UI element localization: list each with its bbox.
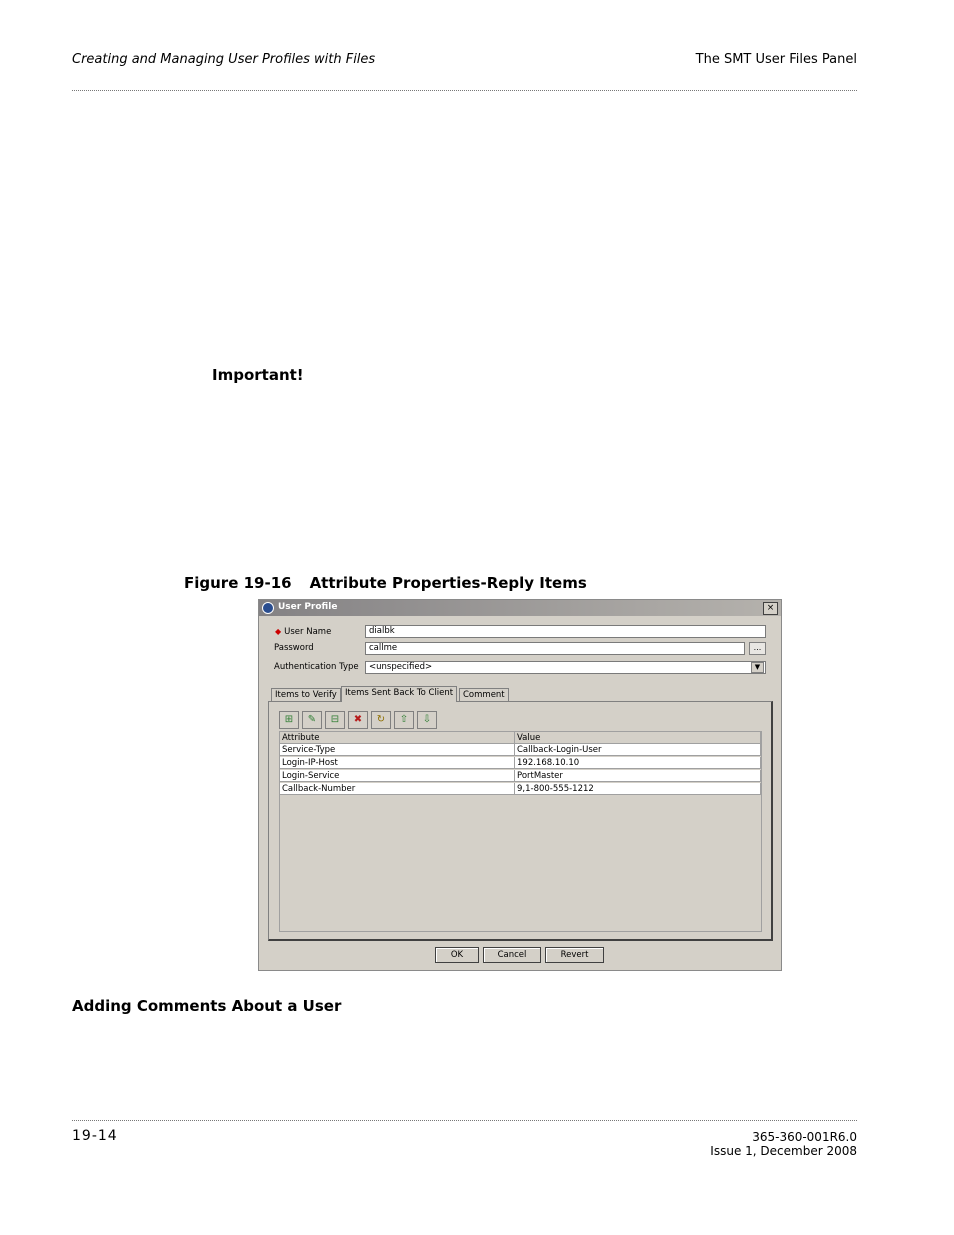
remove-icon[interactable]: ⊟ [325, 711, 345, 729]
attribute-cell: Login-Service [280, 770, 515, 782]
section-heading: Adding Comments About a User [72, 997, 342, 1015]
app-logo-icon [262, 602, 274, 614]
add-icon[interactable]: ⊞ [279, 711, 299, 729]
dialog-titlebar [259, 600, 781, 616]
value-cell: 9,1-800-555-1212 [515, 783, 761, 795]
edit-icon[interactable]: ✎ [302, 711, 322, 729]
cancel-button[interactable]: Cancel [483, 947, 541, 963]
header-right: The SMT User Files Panel [695, 52, 857, 67]
attribute-cell: Service-Type [280, 744, 515, 756]
footer-doc-info [600, 1130, 857, 1158]
tab-items-to-verify[interactable]: Items to Verify [271, 688, 341, 701]
move-down-icon[interactable]: ⇩ [417, 711, 437, 729]
figure-number: Figure 19-16 [184, 574, 292, 592]
header-rule [72, 90, 857, 91]
value-cell: 192.168.10.10 [515, 757, 761, 769]
footer-rule [72, 1120, 857, 1121]
attribute-table [279, 731, 762, 932]
user-profile-dialog [258, 599, 782, 971]
attribute-cell: Login-IP-Host [280, 757, 515, 769]
issue-date: Issue 1, December 2008 [710, 1144, 857, 1158]
move-up-icon[interactable]: ⇧ [394, 711, 414, 729]
ok-button[interactable]: OK [435, 947, 479, 963]
refresh-icon[interactable]: ↻ [371, 711, 391, 729]
doc-number: 365-360-001R6.0 [752, 1130, 857, 1144]
tab-comment[interactable]: Comment [459, 688, 509, 701]
header-left: Creating and Managing User Profiles with Files [72, 52, 376, 67]
attribute-cell: Callback-Number [280, 783, 515, 795]
figure-title: Attribute Properties-Reply Items [309, 574, 587, 592]
figure-caption [184, 574, 587, 592]
password-browse-button[interactable]: ... [749, 642, 766, 655]
user-name-label: ◆ User Name [275, 627, 332, 637]
auth-type-select[interactable]: <unspecified> [365, 661, 766, 674]
dialog-title: User Profile [278, 602, 338, 612]
column-header-value[interactable]: Value [515, 732, 761, 744]
close-button[interactable]: × [763, 602, 778, 615]
auth-type-label: Authentication Type [274, 662, 359, 672]
delete-icon[interactable]: ✖ [348, 711, 368, 729]
table-header [280, 732, 761, 744]
revert-button[interactable]: Revert [545, 947, 604, 963]
password-label: Password [274, 643, 314, 653]
page-number: 19-14 [72, 1128, 118, 1144]
user-name-field[interactable]: dialbk [365, 625, 766, 638]
value-cell: Callback-Login-User [515, 744, 761, 756]
password-field[interactable]: callme [365, 642, 745, 655]
column-header-attribute[interactable]: Attribute [280, 732, 515, 744]
chevron-down-icon[interactable]: ▼ [751, 662, 764, 673]
tab-items-sent-back[interactable]: Items Sent Back To Client [341, 686, 457, 702]
important-label: Important! [212, 366, 304, 384]
value-cell: PortMaster [515, 770, 761, 782]
required-icon: ◆ [275, 627, 282, 636]
